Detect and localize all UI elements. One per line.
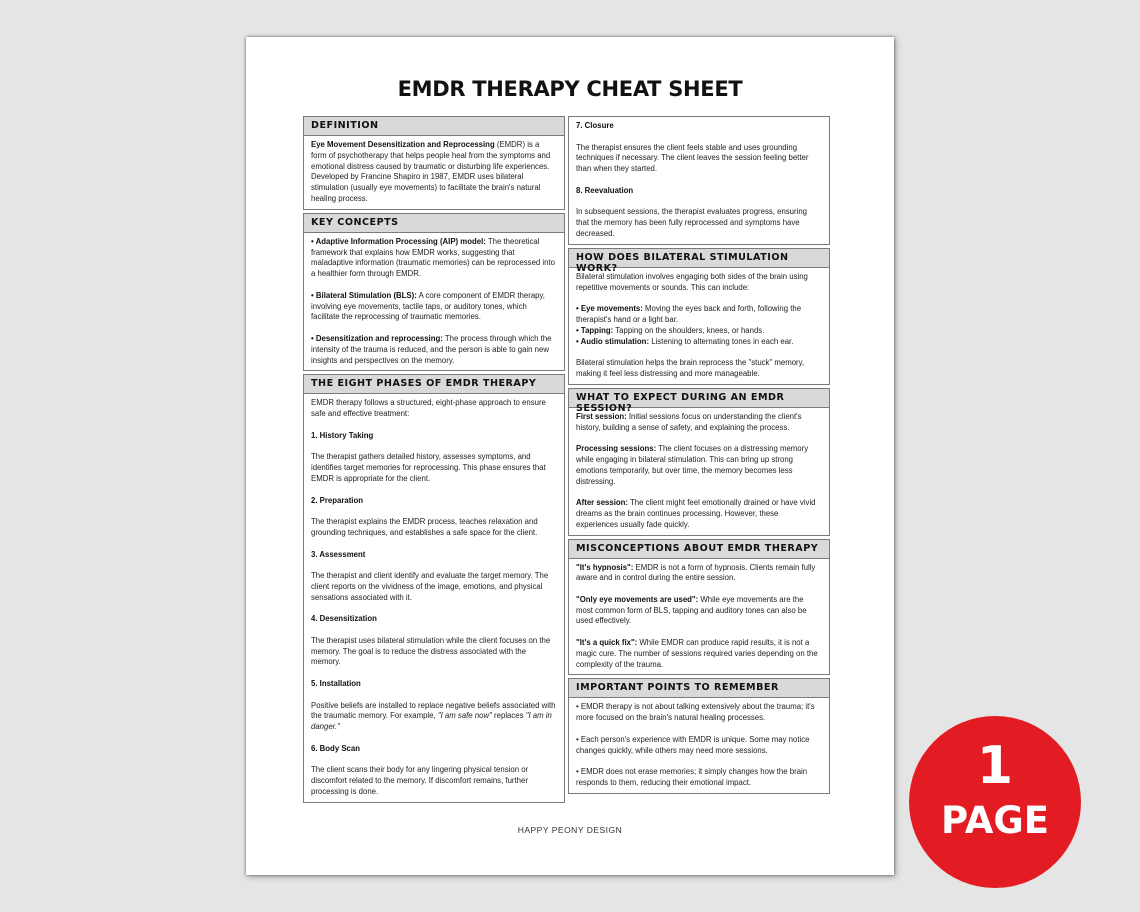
bilateral-outro: Bilateral stimulation helps the brain reprocess the "stuck" memory, making it feel less distressing and more manageable. [576,358,805,378]
page-count-badge [909,716,1081,888]
key-concepts-section [303,213,565,372]
phase-title: 3. Assessment [311,549,366,559]
expect-item: Processing sessions: The client focuses on a distressing memory while engaging in bilateral stimulation. This can bring up strong emotions temporarily, but over time, the memory becomes less distressing. [576,444,809,486]
bilateral-stimulation-section [568,248,830,385]
phase-title: 4. Desensitization [311,614,377,624]
misconception-item: "It's hypnosis": EMDR is not a form of hypnosis. Clients remain fully aware and in control during the entire session. [576,562,816,583]
key-concepts-heading: KEY CONCEPTS [304,214,564,233]
cheat-sheet-page [246,37,894,875]
what-to-expect-heading: WHAT TO EXPECT DURING AN EMDR SESSION? [569,389,829,408]
phase-text: Positive beliefs are installed to replace negative beliefs associated with the traumatic memory. For example, "I am safe now" replaces "I am in danger." [311,700,556,732]
bilateral-intro: Bilateral stimulation involves engaging both sides of the brain using repetitive movements or sounds. This can include: [576,271,808,292]
brand-footer: HAPPY PEONY DESIGN [517,825,623,835]
list-item: • Tapping: Tapping on the shoulders, knees, or hands. [576,325,765,335]
phase-title: 6. Body Scan [311,743,360,753]
important-points-heading: IMPORTANT POINTS TO REMEMBER [569,679,829,698]
expect-item: After session: The client might feel emotionally drained or have vivid dreams as the brain continues processing. However, these experiences usually fade quickly. [576,498,816,529]
point-item: • Each person's experience with EMDR is unique. Some may notice changes quickly, while others may need more sessions. [576,734,810,755]
definition-text: Eye Movement Desensitization and Reprocessing (EMDR) is a form of psychotherapy that helps people heal from the symptoms and emotional distress caused by traumatic or disturbing life experiences. Developed by Francine Shapiro in 1987, EMDR uses bilateral stimulation (usually eye movements) to facilitate the brain's natural healing process. [311,140,551,203]
phase-title: 5. Installation [311,679,361,689]
misconception-item: "Only eye movements are used": While eye movements are the most common form of BLS, tapping and auditory tones can also be used effectively. [576,594,807,626]
phase-text: The therapist explains the EMDR process, teaches relaxation and grounding techniques, and establishes a safe space for the client. [311,517,538,537]
misconception-item: "It's a quick fix": While EMDR can produce rapid results, it is not a magic cure. The number of sessions required varies depending on the complexity of the trauma. [576,638,818,669]
right-column [568,116,830,797]
key-concept-item: • Desensitization and reprocessing: The process through which the intensity of the trauma is reduced, and the person is able to gain new insights and perspectives on the memory. [311,333,552,365]
misconceptions-heading: MISCONCEPTIONS ABOUT EMDR THERAPY [569,540,829,559]
key-concept-item: • Bilateral Stimulation (BLS): A core component of EMDR therapy, involving eye movements, tactile taps, or auditory tones, which facilitate the reprocessing of traumatic memories. [311,290,545,322]
phase-text: The therapist uses bilateral stimulation while the client focuses on the memory. The goal is to reduce the distress associated with the memory. [311,635,551,667]
point-item: • EMDR therapy is not about talking extensively about the trauma; it's more focused on the brain's natural healing processes. [576,702,815,723]
badge-number: 1 [976,736,1014,796]
list-item: • Eye movements: Moving the eyes back and forth, following the therapist's hand or a light bar. [576,304,802,324]
phase-text: The therapist gathers detailed history, assesses symptoms, and identifies target memories for reprocessing. This phase ensures that EMDR is appropriate for the client. [311,452,546,483]
list-item: • Audio stimulation: Listening to alternating tones in each ear. [576,336,794,346]
misconceptions-section [568,539,830,676]
left-column [303,116,565,806]
phase-title: 7. Closure [576,121,614,130]
definition-term: Eye Movement Desensitization and Reprocessing [311,140,495,149]
badge-label: PAGE [940,799,1049,842]
bilateral-list [576,304,822,347]
phase-text: The client scans their body for any lingering physical tension or discomfort related to the memory. If discomfort remains, further processing is done. [311,765,529,797]
what-to-expect-section [568,388,830,536]
eight-phases-heading: THE EIGHT PHASES OF EMDR THERAPY [304,375,564,394]
phase-text: In subsequent sessions, the therapist evaluates progress, ensuring that the memory has been fully reprocessed and symptoms have decreased. [576,207,808,238]
bilateral-heading: HOW DOES BILATERAL STIMULATION WORK? [569,249,829,268]
eight-phases-section [303,374,565,802]
key-concept-item: • Adaptive Information Processing (AIP) model: The theoretical framework that explains how EMDR works, suggesting that maladaptive information (traumatic memories) can be reprocessed into a healthier form through EMDR. [311,236,555,279]
phase-title: 8. Reevaluation [576,185,634,195]
phase-text: The therapist ensures the client feels stable and uses grounding techniques if necessary. The client leaves the session feeling better than when they started. [576,142,809,174]
expect-item: First session: Initial sessions focus on understanding the client's history, building a sense of safety, and explaining the process. [576,411,802,432]
phase-title: 1. History Taking [311,430,374,440]
phases-continued-section [568,116,830,245]
page-title: EMDR THERAPY CHEAT SHEET [397,77,743,101]
definition-section [303,116,565,210]
phases-intro: EMDR therapy follows a structured, eight-phase approach to ensure safe and effective treatment: [311,398,546,419]
phase-title: 2. Preparation [311,495,363,505]
point-item: • EMDR does not erase memories; it simply changes how the brain responds to them, reducing their emotional impact. [576,767,808,788]
important-points-section [568,678,830,793]
definition-heading: DEFINITION [304,117,564,136]
phase-text: The therapist and client identify and evaluate the target memory. The client reports on the vividness of the image, emotions, and physical sensations associated with it. [311,571,549,602]
